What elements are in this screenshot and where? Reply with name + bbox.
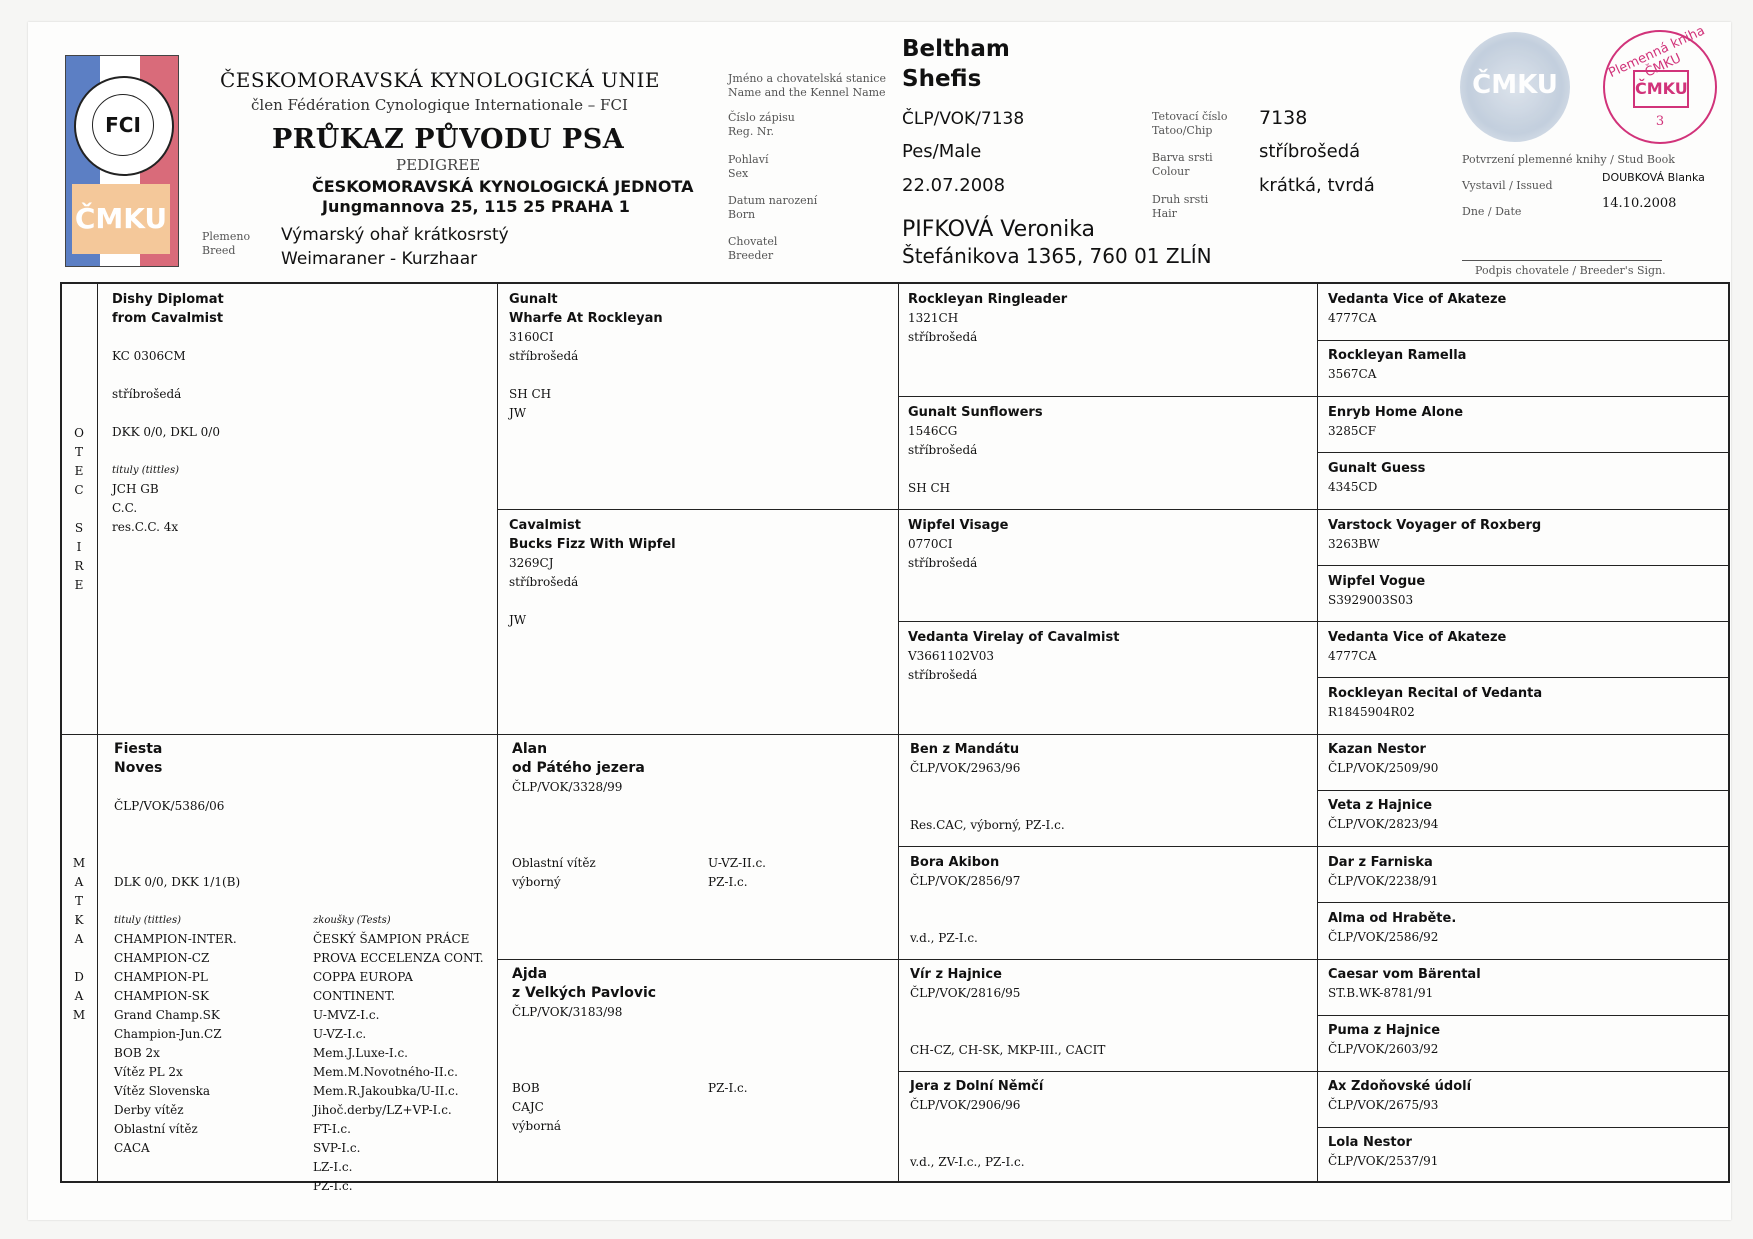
reg-number: ČLP/VOK/7138	[902, 109, 1025, 129]
org-membership: člen Fédération Cynologique Internationale – FCI	[251, 96, 628, 114]
colour-label: Barva srsti Colour	[1152, 151, 1213, 178]
gen3-cell: Bora Akibon ČLP/VOK/2856/97 v.d., PZ-I.c.	[910, 855, 1021, 945]
pedigree-table	[60, 282, 1730, 1193]
gen4-cell: Caesar vom Bärental ST.B.WK-8781/91	[1328, 967, 1481, 1000]
breed-cz: Výmarský ohař krátkosrstý	[281, 225, 509, 245]
gen4-cell: Varstock Voyager of Roxberg 3263BW	[1328, 518, 1542, 551]
tattoo-label: Tetovací číslo Tatoo/Chip	[1152, 110, 1228, 137]
studbook-label: Potvrzení plemenné knihy / Stud Book	[1462, 153, 1675, 166]
reg-label: Číslo zápisu Reg. Nr.	[728, 111, 795, 138]
fci-emblem: FCI	[74, 76, 174, 176]
breeder-name: PIFKOVÁ Veronika	[902, 217, 1096, 242]
gen4-cell: Puma z Hajnice ČLP/VOK/2603/92	[1328, 1023, 1441, 1056]
cmku-emblem: ČMKU	[72, 184, 170, 254]
name-label: Jméno a chovatelská stanice Name and the Kennel Name	[728, 72, 886, 99]
gen4-cell: Rockleyan Ramella 3567CA	[1328, 348, 1467, 381]
sire-cell: Dishy Diplomat from Cavalmist KC 0306CM stříbrošedá DKK 0/0, DKL 0/0 tituly (tittles) JCH GB C.C. res.C.C. 4x	[112, 292, 224, 534]
issuer-address: Jungmannova 25, 115 25 PRAHA 1	[322, 197, 630, 216]
gen4-cell: Enryb Home Alone 3285CF	[1328, 405, 1464, 438]
dam-cell: Fiesta Noves ČLP/VOK/5386/06 DLK 0/0, DKK 1/1(B) tituly (tittles) CHAMPION-INTER. CHAMPION-CZ CHAMPION-PL CHAMPION-SK Grand Champ.SK Champion-Jun.CZ BOB 2x Vítěz PL 2x Vítěz Slovenska Derby vítěz Oblastní vítěz CACA zkoušky (Tests) ČESKÝ ŠAMPION PRÁCE PROVA ECCELENZA CONT. COPPA EUROPA CONTINENT. U-MVZ-I.c. U-VZ-I.c. Mem.J.Luxe-I.c. Mem.M.Novotného-II.c. Mem.R.Jakoubka/U-II.c. Jihoč.derby/LZ+VP-I.c. FT-I.c. SVP-I.c. LZ-I.c. PZ-I.c.	[114, 740, 494, 911]
sire-side-label: O T E C S I R E	[74, 426, 84, 592]
tattoo-value: 7138	[1259, 107, 1308, 129]
gen4-cell: Gunalt Guess 4345CD	[1328, 461, 1426, 494]
dog-name-line2: Shefis	[902, 66, 982, 92]
issuer-name: ČESKOMORAVSKÁ KYNOLOGICKÁ JEDNOTA	[312, 177, 694, 196]
born-label: Datum narození Born	[728, 194, 818, 221]
date-label: Dne / Date	[1462, 205, 1522, 218]
signature-label: Podpis chovatele / Breeder's Sign.	[1475, 264, 1666, 277]
issued-label: Vystavil / Issued	[1462, 179, 1553, 192]
dog-name-line1: Beltham	[902, 36, 1010, 62]
gen4-cell: Alma od Hraběte. ČLP/VOK/2586/92	[1328, 911, 1457, 944]
dam-tests: zkoušky (Tests) ČESKÝ ŠAMPION PRÁCE PROVA ECCELENZA CONT. COPPA EUROPA CONTINENT. U-MVZ-I.c. U-VZ-I.c. Mem.J.Luxe-I.c. Mem.M.Novotného-II.c. Mem.R.Jakoubka/U-II.c. Jihoč.derby/LZ+VP-I.c. FT-I.c. SVP-I.c. LZ-I.c. PZ-I.c.	[313, 915, 484, 1193]
dam-sire-cell: Alan od Pátého jezera ČLP/VOK/3328/99 Oblastní vítěz výborný U-VZ-II.c. PZ-I.c.	[512, 741, 766, 889]
cmku-embossed-stamp: ČMKU	[1460, 32, 1570, 142]
breed-de: Weimaraner - Kurzhaar	[281, 249, 478, 269]
sire-sire-cell: Gunalt Wharfe At Rockleyan 3160CI stříbrošedá SH CH JW	[509, 292, 663, 420]
gen4-cell: Dar z Farniska ČLP/VOK/2238/91	[1328, 855, 1439, 888]
sex-label: Pohlaví Sex	[728, 153, 769, 180]
gen3-cell: Rockleyan Ringleader 1321CH stříbrošedá	[908, 292, 1068, 344]
gen4-cell: Lola Nestor ČLP/VOK/2537/91	[1328, 1135, 1439, 1168]
gen4-cell: Vedanta Vice of Akateze 4777CA	[1328, 630, 1507, 663]
gen4-cell: Wipfel Vogue S3929003S03	[1328, 574, 1426, 607]
document-subtitle: PEDIGREE	[396, 156, 481, 174]
signature-line	[1462, 260, 1662, 261]
breed-label: Plemeno Breed	[202, 230, 251, 257]
gen4-cell: Veta z Hajnice ČLP/VOK/2823/94	[1328, 798, 1439, 831]
breeder-label: Chovatel Breeder	[728, 235, 778, 262]
fci-cmku-logo	[65, 55, 179, 267]
issued-value: DOUBKOVÁ Blanka	[1602, 171, 1705, 184]
date-value: 14.10.2008	[1602, 196, 1677, 211]
born-value: 22.07.2008	[902, 175, 1006, 196]
org-name: ČESKOMORAVSKÁ KYNOLOGICKÁ UNIE	[220, 68, 661, 92]
dam-side-label: M A T K A D A M	[72, 856, 86, 1022]
gen3-cell: Ben z Mandátu ČLP/VOK/2963/96 Res.CAC, výborný, PZ-I.c.	[910, 742, 1065, 832]
dam-dam-cell: Ajda z Velkých Pavlovic ČLP/VOK/3183/98 BOB CAJC výborná PZ-I.c.	[512, 966, 748, 1133]
hair-value: krátká, tvrdá	[1259, 175, 1375, 196]
gen4-cell: Rockleyan Recital of Vedanta R1845904R02	[1328, 686, 1543, 719]
stud-book-stamp: Plemenná kniha ČMKU ČMKU 3	[1603, 30, 1717, 144]
hair-label: Druh srsti Hair	[1152, 193, 1209, 220]
gen3-cell: Wipfel Visage 0770CI stříbrošedá	[908, 518, 1009, 570]
breeder-address: Štefánikova 1365, 760 01 ZLÍN	[902, 244, 1212, 268]
gen3-cell: Vedanta Virelay of Cavalmist V3661102V03 stříbrošedá	[908, 630, 1120, 682]
gen3-cell: Jera z Dolní Němčí ČLP/VOK/2906/96 v.d., ZV-I.c., PZ-I.c.	[910, 1079, 1044, 1169]
sex-value: Pes/Male	[902, 141, 982, 162]
gen4-cell: Vedanta Vice of Akateze 4777CA	[1328, 292, 1507, 325]
dam-titles: tituly (tittles) CHAMPION-INTER. CHAMPION-CZ CHAMPION-PL CHAMPION-SK Grand Champ.SK Champion-Jun.CZ BOB 2x Vítěz PL 2x Vítěz Slovenska Derby vítěz Oblastní vítěz CACA	[114, 915, 237, 1155]
document-title: PRŮKAZ PŮVODU PSA	[272, 124, 625, 155]
gen3-cell: Gunalt Sunflowers 1546CG stříbrošedá SH CH	[908, 405, 1043, 495]
gen3-cell: Vír z Hajnice ČLP/VOK/2816/95 CH-CZ, CH-SK, MKP-III., CACIT	[910, 967, 1106, 1057]
colour-value: stříbrošedá	[1259, 141, 1361, 162]
gen4-cell: Kazan Nestor ČLP/VOK/2509/90	[1328, 742, 1439, 775]
gen4-cell: Ax Zdoňovské údolí ČLP/VOK/2675/93	[1328, 1079, 1472, 1112]
sire-dam-cell: Cavalmist Bucks Fizz With Wipfel 3269CJ stříbrošedá JW	[509, 518, 676, 627]
